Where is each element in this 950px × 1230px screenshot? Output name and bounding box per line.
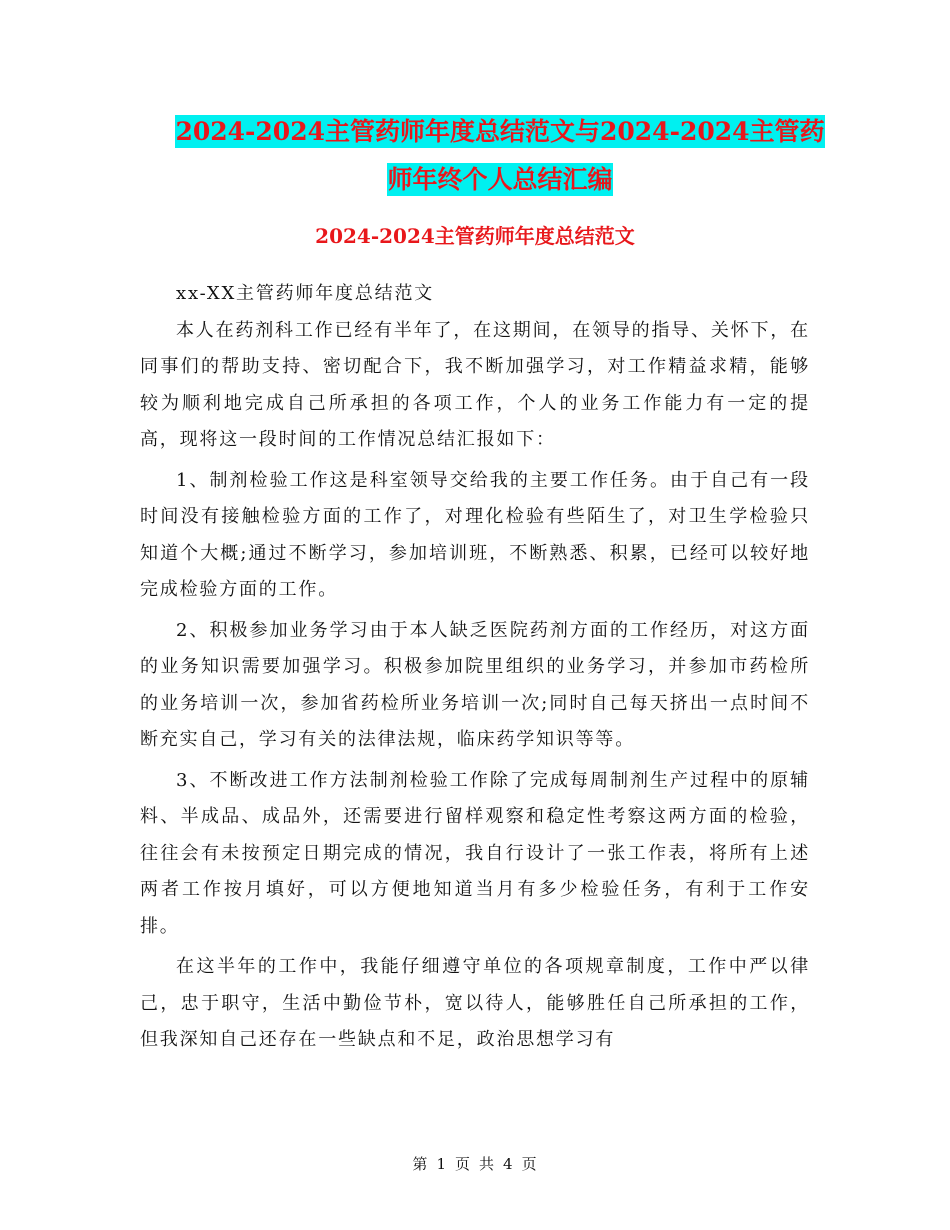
paragraph-item-1: 1、制剂检验工作这是科室领导交给我的主要工作任务。由于自己有一段时间没有接触检验方面的工作了，对理化检验有些陌生了，对卫生学检验只知道个大概;通过不断学习，参加培训班，不断熟悉、积累，已经可以较好地完成检验方面的工作。 xyxy=(140,469,810,600)
footer-label-page: 第 xyxy=(412,1155,429,1173)
footer-label-unit: 页 xyxy=(454,1155,471,1173)
footer-total-pages: 4 xyxy=(503,1155,514,1173)
paragraph-item-3: 3、不断改进工作方法制剂检验工作除了完成每周制剂生产过程中的原辅料、半成品、成品外，还需要进行留样观察和稳定性考察这两方面的检验，往往会有未按预定日期完成的情况，我自行设计了一张工作表，将所有上述两者工作按月填好，可以方便地知道当月有多少检验任务，有利于工作安排。 xyxy=(140,769,810,937)
footer-label-unit-2: 页 xyxy=(521,1155,538,1173)
title-line-2: 师年终个人总结汇编 xyxy=(387,165,613,194)
document-title xyxy=(140,108,860,204)
section-title: 2024-2024主管药师年度总结范文 xyxy=(315,224,635,248)
page-footer xyxy=(0,1153,950,1174)
paragraph-closing: 在这半年的工作中，我能仔细遵守单位的各项规章制度，工作中严以律己，忠于职守，生活中勤俭节朴，宽以待人，能够胜任自己所承担的工作，但我深知自己还存在一些缺点和不足，政治思想学习有 xyxy=(140,956,810,1050)
footer-label-total: 共 xyxy=(479,1155,496,1173)
paragraph-subheading: xx-XX主管药师年度总结范文 xyxy=(176,283,435,304)
document-body xyxy=(140,276,810,1059)
footer-current-page: 1 xyxy=(436,1155,447,1173)
title-line-1: 2024-2024主管药师年度总结范文与2024-2024主管药 xyxy=(175,117,825,146)
paragraph-intro: 本人在药剂科工作已经有半年了，在这期间，在领导的指导、关怀下，在同事们的帮助支持、密切配合下，我不断加强学习，对工作精益求精，能够较为顺利地完成自己所承担的各项工作，个人的业务工作能力有一定的提高，现将这一段时间的工作情况总结汇报如下： xyxy=(140,319,810,450)
paragraph-item-2: 2、积极参加业务学习由于本人缺乏医院药剂方面的工作经历，对这方面的业务知识需要加强学习。积极参加院里组织的业务学习，并参加市药检所的业务培训一次，参加省药检所业务培训一次;同时自己每天挤出一点时间不断充实自己，学习有关的法律法规，临床药学知识等等。 xyxy=(140,619,810,750)
